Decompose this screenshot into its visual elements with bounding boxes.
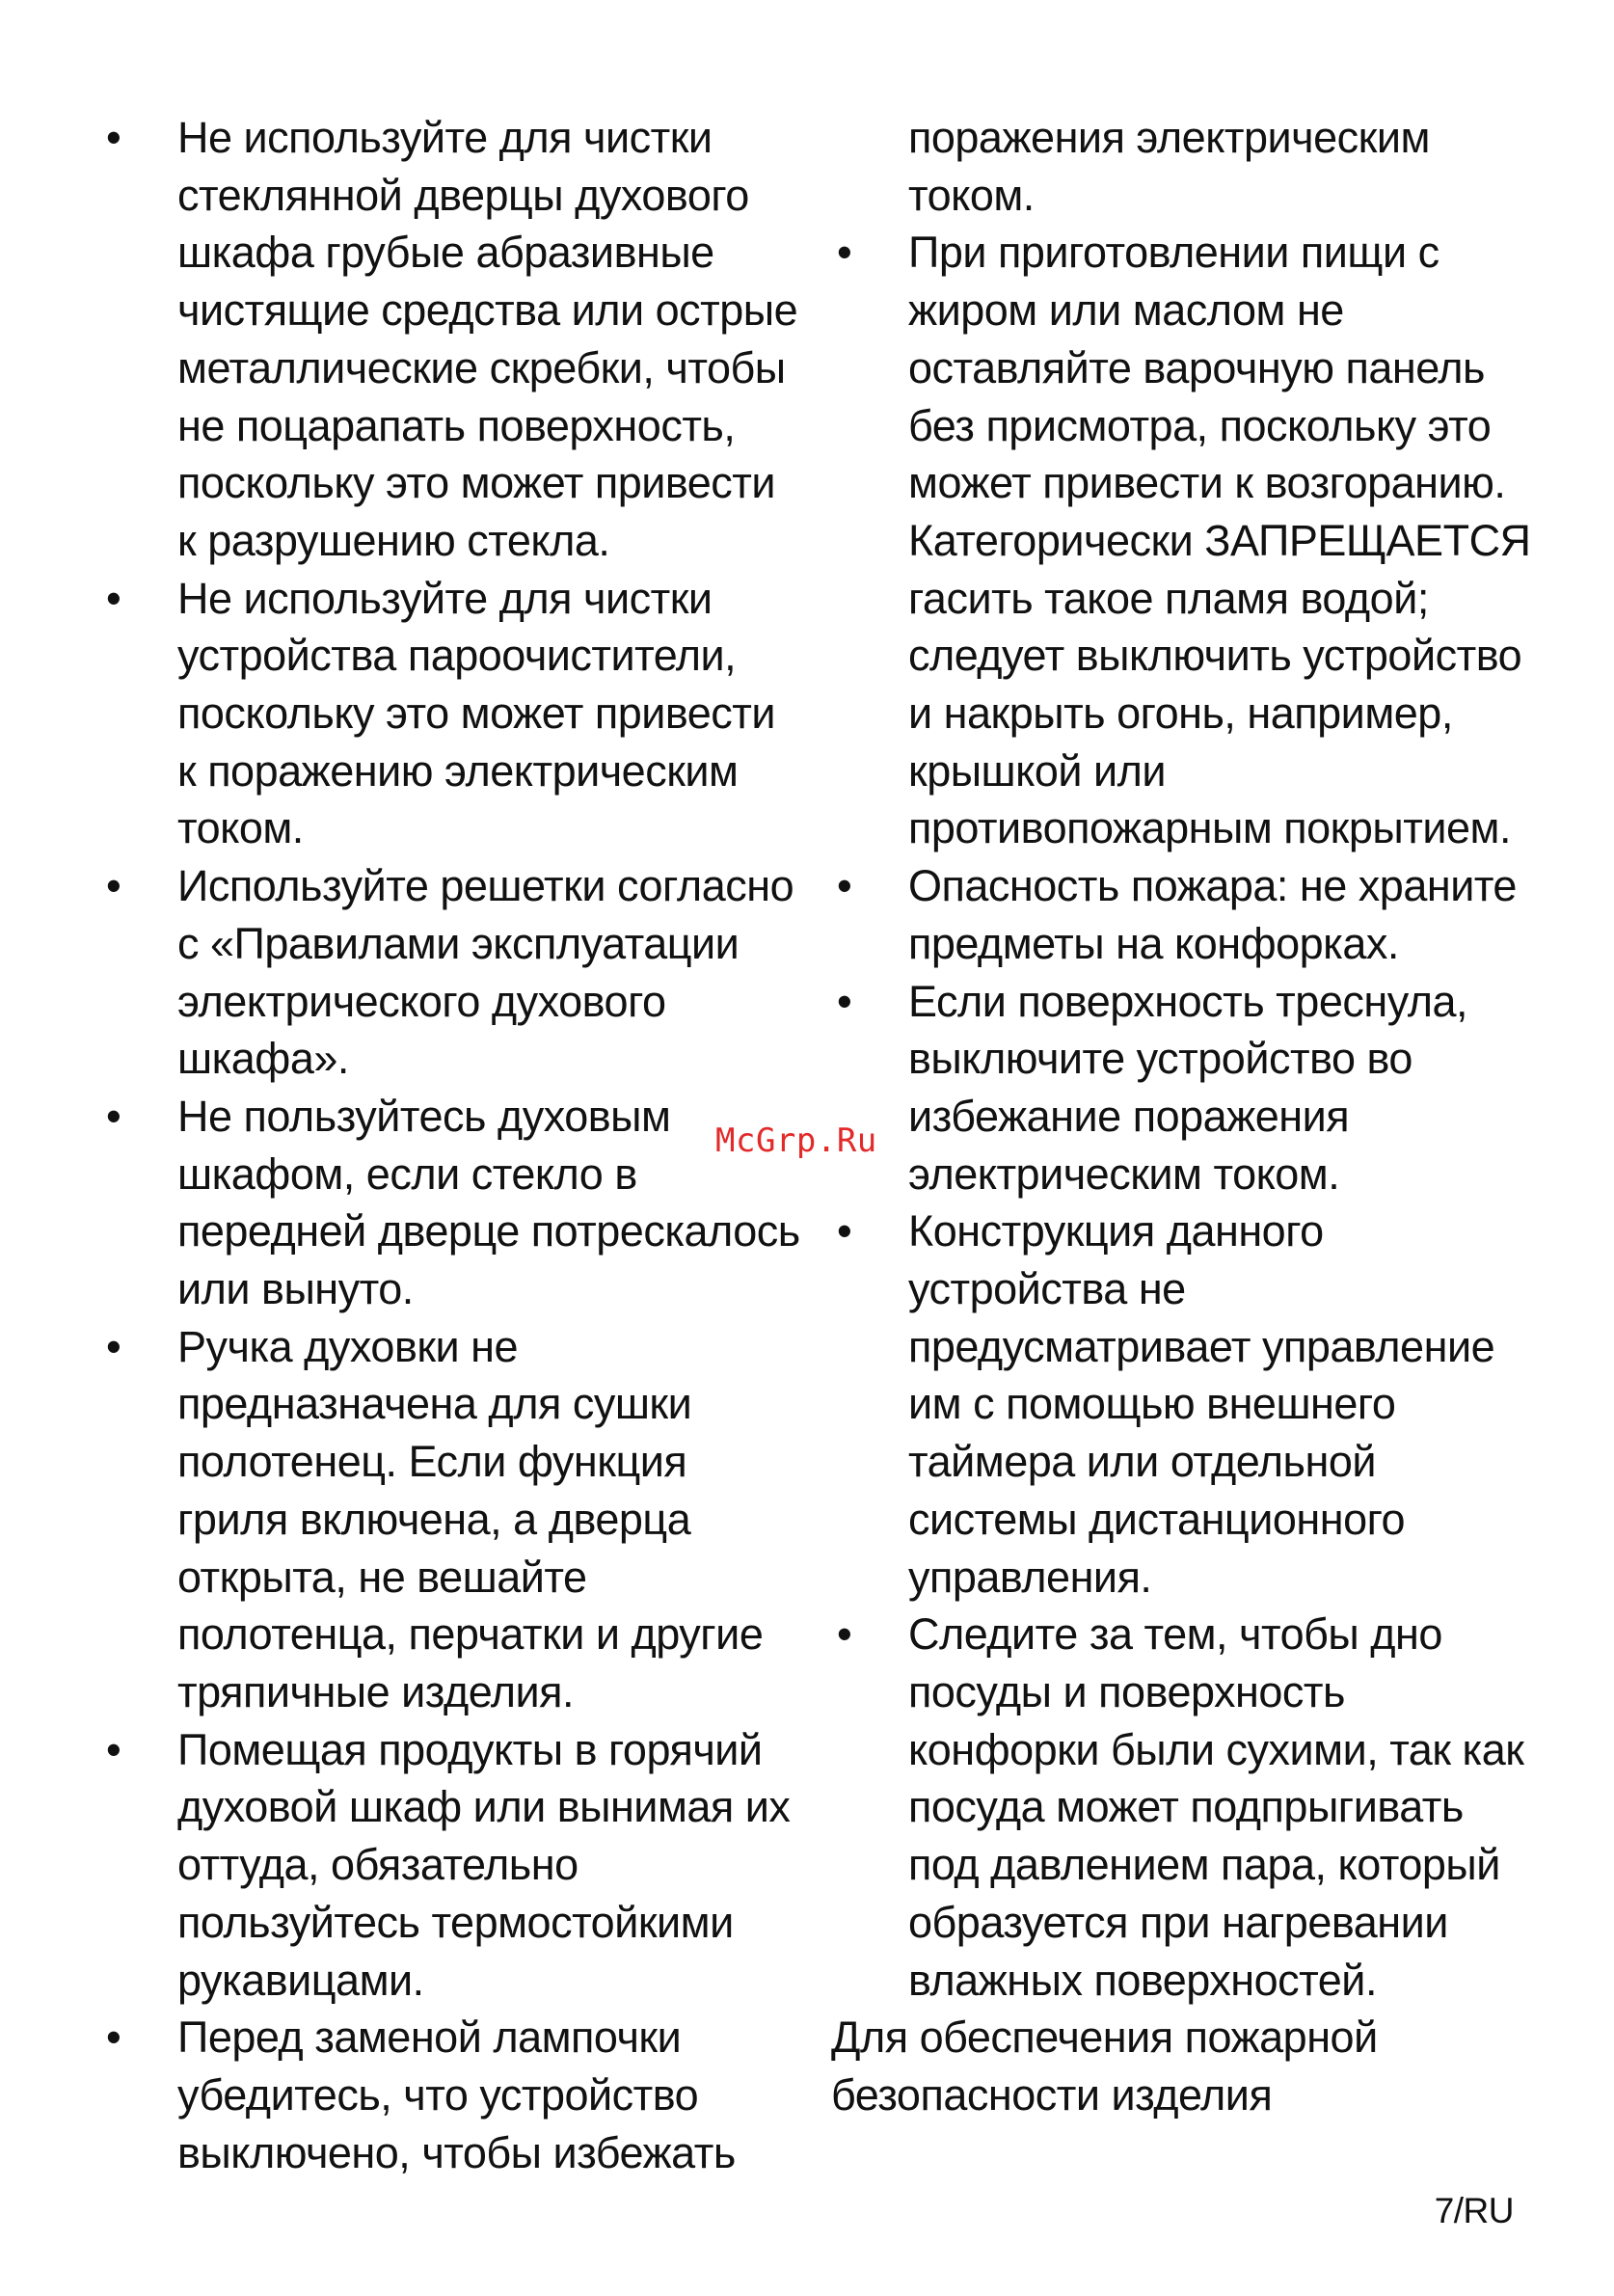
text-line: с «Правилами эксплуатации bbox=[177, 918, 740, 968]
text-line: Опасность пожара: не храните bbox=[908, 861, 1517, 911]
text-line: выключите устройство во bbox=[908, 1034, 1412, 1084]
text-line: влажных поверхностей. bbox=[908, 1955, 1377, 2005]
bullet-item bbox=[100, 1721, 794, 2010]
bullet-item bbox=[100, 2009, 794, 2181]
text-line: системы дистанционного bbox=[908, 1494, 1406, 1544]
text-line: током. bbox=[177, 803, 304, 853]
text-line: полотенец. Если функция bbox=[177, 1437, 687, 1487]
text-line: поскольку это может привести bbox=[177, 458, 776, 508]
text-line: гриля включена, а дверца bbox=[177, 1494, 691, 1544]
text-line: шкафа». bbox=[177, 1034, 349, 1084]
bullet-item-continued bbox=[831, 109, 1525, 224]
text-line: может привести к возгоранию. bbox=[908, 458, 1506, 508]
text-line: предусматривает управление bbox=[908, 1321, 1495, 1371]
text-line: чистящие средства или острые bbox=[177, 285, 798, 336]
text-line: жиром или маслом не bbox=[908, 285, 1344, 336]
text-line: им с помощью внешнего bbox=[908, 1379, 1396, 1429]
text-line: током. bbox=[908, 170, 1035, 220]
text-line: Ручка духовки не bbox=[177, 1321, 519, 1371]
text-line: устройства пароочистители, bbox=[177, 631, 737, 681]
right-column bbox=[831, 109, 1531, 2124]
bullet-marker: • bbox=[837, 861, 852, 911]
text-line: пользуйтесь термостойкими bbox=[177, 1897, 734, 1947]
bullet-item bbox=[831, 1606, 1525, 2009]
bullet-marker: • bbox=[106, 1321, 121, 1371]
bullet-item bbox=[100, 570, 794, 858]
bullet-marker: • bbox=[837, 1206, 852, 1256]
bullet-marker: • bbox=[106, 113, 121, 162]
text-line: Если поверхность треснула, bbox=[908, 976, 1467, 1026]
text-line: шкафом, если стекло в bbox=[177, 1148, 637, 1199]
text-line: избежание поражения bbox=[908, 1091, 1350, 1141]
text-line: посуды и поверхность bbox=[908, 1666, 1345, 1716]
text-line: стеклянной дверцы духового bbox=[177, 170, 749, 220]
bullet-marker: • bbox=[837, 976, 852, 1026]
text-line: посуда может подпрыгивать bbox=[908, 1782, 1464, 1832]
text-line: крышкой или bbox=[908, 745, 1167, 796]
fire-safety-note bbox=[831, 2009, 1525, 2123]
text-line: противопожарным покрытием. bbox=[908, 803, 1511, 853]
text-line: следует выключить устройство bbox=[908, 631, 1522, 681]
bullet-item bbox=[831, 973, 1525, 1203]
bullet-item bbox=[831, 857, 1525, 972]
text-line: не поцарапать поверхность, bbox=[177, 400, 736, 450]
text-line: открыта, не вешайте bbox=[177, 1552, 587, 1602]
text-line: рукавицами. bbox=[177, 1955, 424, 2005]
note-line: безопасности изделия bbox=[831, 2069, 1273, 2120]
text-line: Не используйте для чистки bbox=[177, 113, 713, 162]
text-line: тряпичные изделия. bbox=[177, 1666, 575, 1716]
bullet-item bbox=[100, 857, 794, 1088]
text-line: предметы на конфорках. bbox=[908, 918, 1399, 968]
text-line: Категорически ЗАПРЕЩАЕТСЯ bbox=[908, 515, 1531, 565]
text-line: духовой шкаф или вынимая их bbox=[177, 1782, 791, 1832]
text-line: и накрыть огонь, например, bbox=[908, 689, 1453, 739]
text-line: полотенца, перчатки и другие bbox=[177, 1609, 764, 1660]
text-line: Используйте решетки согласно bbox=[177, 861, 794, 911]
page-number: 7/RU bbox=[1434, 2191, 1514, 2230]
text-line: выключено, чтобы избежать bbox=[177, 2127, 736, 2177]
bullet-item bbox=[831, 224, 1531, 857]
text-line: Следите за тем, чтобы дно bbox=[908, 1609, 1442, 1660]
text-line: При приготовлении пищи с bbox=[908, 228, 1439, 278]
text-line: Не используйте для чистки bbox=[177, 573, 713, 623]
bullet-marker: • bbox=[837, 1609, 852, 1660]
text-line: металлические скребки, чтобы bbox=[177, 342, 786, 392]
bullet-marker: • bbox=[106, 2012, 121, 2063]
text-line: Помещая продукты в горячий bbox=[177, 1724, 763, 1774]
text-line: оттуда, обязательно bbox=[177, 1840, 578, 1890]
text-line: поскольку это может привести bbox=[177, 689, 776, 739]
text-line: поражения электрическим bbox=[908, 113, 1430, 162]
bullet-marker: • bbox=[106, 573, 121, 623]
text-line: или вынуто. bbox=[177, 1264, 414, 1314]
text-line: таймера или отдельной bbox=[908, 1437, 1376, 1487]
text-line: электрического духового bbox=[177, 976, 666, 1026]
text-line: оставляйте варочную панель bbox=[908, 342, 1485, 392]
text-line: электрическим током. bbox=[908, 1148, 1340, 1199]
text-line: гасить такое пламя водой; bbox=[908, 573, 1429, 623]
bullet-item bbox=[100, 109, 798, 570]
text-line: образуется при нагревании bbox=[908, 1897, 1448, 1947]
text-line: убедитесь, что устройство bbox=[177, 2069, 699, 2120]
text-line: Перед заменой лампочки bbox=[177, 2012, 682, 2063]
text-line: предназначена для сушки bbox=[177, 1379, 692, 1429]
text-line: передней дверце потрескалось bbox=[177, 1206, 800, 1256]
text-line: без присмотра, поскольку это bbox=[908, 400, 1492, 450]
text-line: Не пользуйтесь духовым bbox=[177, 1091, 671, 1141]
text-line: к разрушению стекла. bbox=[177, 515, 610, 565]
note-line: Для обеспечения пожарной bbox=[831, 2012, 1378, 2063]
text-line: к поражению электрическим bbox=[177, 745, 739, 796]
bullet-marker: • bbox=[106, 1091, 121, 1141]
bullet-item bbox=[831, 1202, 1525, 1606]
text-line: управления. bbox=[908, 1552, 1152, 1602]
bullet-marker: • bbox=[837, 228, 852, 278]
text-line: под давлением пара, который bbox=[908, 1840, 1500, 1890]
bullet-item bbox=[100, 1318, 794, 1721]
watermark: McGrp.Ru bbox=[715, 1121, 877, 1160]
bullet-marker: • bbox=[106, 1724, 121, 1774]
text-line: конфорки были сухими, так как bbox=[908, 1724, 1524, 1774]
text-line: шкафа грубые абразивные bbox=[177, 228, 714, 278]
text-line: Конструкция данного bbox=[908, 1206, 1324, 1256]
bullet-marker: • bbox=[106, 861, 121, 911]
text-line: устройства не bbox=[908, 1264, 1186, 1314]
